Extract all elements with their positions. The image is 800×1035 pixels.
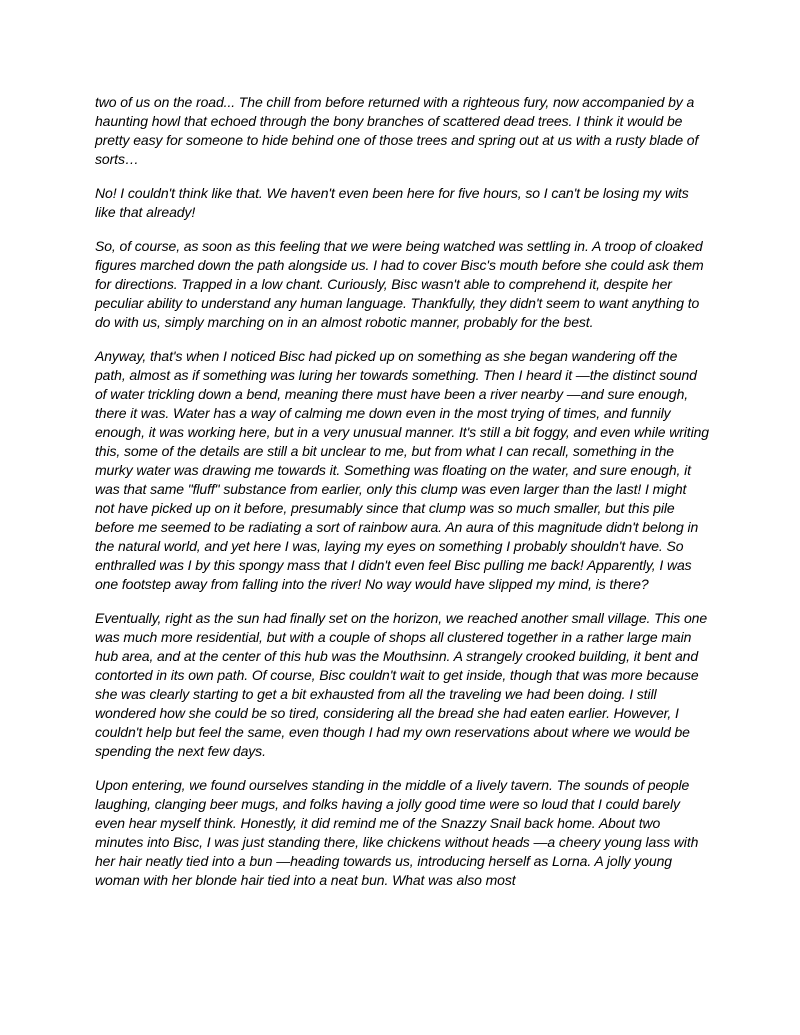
paragraph-5: Eventually, right as the sun had finally set on the horizon, we reached another small village. This one was much more residential, but with a couple of shops all clustered together in a rather large main hub area, and at the center of this hub was the Mouthsinn. A strangely crooked building, it bent and contorted in its own path. Of course, Bisc couldn't wait to get inside, though that was more because she was clearly starting to get a bit exhausted from all the traveling we had been doing. I still wondered how she could be so tired, considering all the bread she had eaten earlier. However, I couldn't help but feel the same, even though I had my own reservations about where we would be spending the next few days. (95, 610, 708, 759)
paragraph-3: So, of course, as soon as this feeling that we were being watched was settling in. A troop of cloaked figures marched down the path alongside us. I had to cover Bisc's mouth before she could ask them for directions. Trapped in a low chant. Curiously, Bisc wasn't able to comprehend it, despite her peculiar ability to understand any human language. Thankfully, they didn't seem to want anything to do with us, simply marching on in an almost robotic manner, probably for the best. (95, 238, 704, 330)
document-body (95, 93, 709, 905)
paragraph-4: Anyway, that's when I noticed Bisc had picked up on something as she began wandering off the path, almost as if something was luring her towards something. Then I heard it —the distinct sound of water trickling down a bend, meaning there must have been a river nearby —and sure enough, there it was. Water has a way of calming me down even in the most trying of times, and funnily enough, it was working here, but in a very unusual manner. It's still a bit foggy, and even while writing this, some of the details are still a bit unclear to me, but from what I can recall, something in the murky water was drawing me towards it. Something was floating on the water, and sure enough, it was that same "fluff" substance from earlier, only this clump was even larger than the last! I might not have picked up on it before, presumably since that clump was so much smaller, but this pile before me seemed to be radiating a sort of rainbow aura. An aura of this magnitude didn't belong in the natural world, and yet here I was, laying my eyes on something I probably shouldn't have. So enthralled was I by this spongy mass that I didn't even feel Bisc pulling me back! Apparently, I was one footstep away from falling into the river! No way would have slipped my mind, is there? (95, 348, 709, 592)
paragraph-2: No! I couldn't think like that. We haven't even been here for five hours, so I can't be losing my wits like that already! (95, 185, 689, 220)
paragraph-1: two of us on the road... The chill from before returned with a righteous fury, now accompanied by a haunting howl that echoed through the bony branches of scattered dead trees. I think it would be pretty easy for someone to hide behind one of those trees and spring out at us with a rusty blade of sorts… (95, 94, 699, 167)
paragraph-6: Upon entering, we found ourselves standing in the middle of a lively tavern. The sounds of people laughing, clanging beer mugs, and folks having a jolly good time were so loud that I could barely even hear myself think. Honestly, it did remind me of the Snazzy Snail back home. About two minutes into Bisc, I was just standing there, like chickens without heads —a cheery young lass with her hair neatly tied into a bun —heading towards us, introducing herself as Lorna. A jolly young woman with her blonde hair tied into a neat bun. What was also most (95, 777, 699, 888)
